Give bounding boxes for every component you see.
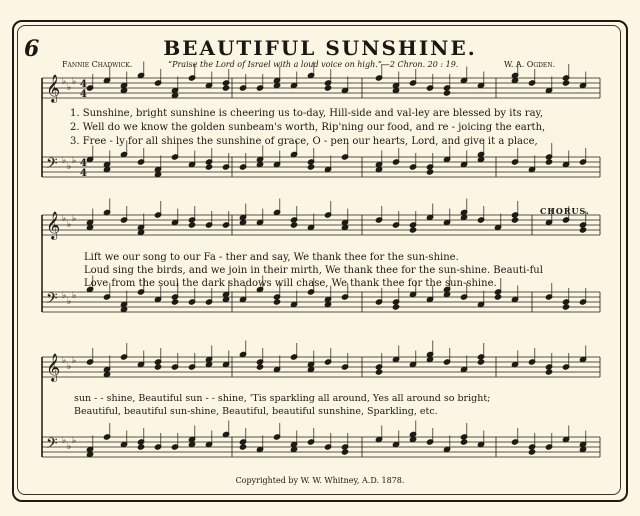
note-head [409,227,416,233]
note-head [562,80,569,86]
scripture-epigraph: “Praise the Lord of Israel with a loud voice on high.”—2 Chron. 20 : 19. [168,60,459,69]
note-head [239,444,246,450]
time-signature-bottom: 4 [80,89,87,100]
note-head [154,364,161,370]
note-head [375,369,382,375]
note-head [137,444,144,450]
flat-sign: ♭ [72,436,77,446]
note-head [443,90,450,96]
note-head [460,439,467,445]
flat-sign: ♭ [67,83,72,93]
flat-sign: ♭ [72,77,77,87]
note-head [290,222,297,228]
chorus-label: CHORUS. [540,206,590,216]
note-head [545,159,552,165]
chorus-line-2: Beautiful, beautiful sun-shine, Beautiful, beautiful sunshine, Sparkling, etc. [74,406,438,417]
note-head [511,217,518,223]
page-number: 6 [24,36,40,62]
note-head [273,299,280,305]
treble-clef: 𝄞 [46,353,61,381]
verse-line-1: 1. Sunshine, bright sunshine is cheering us to-day, Hill-side and val-ley are blessed by its ray, [70,108,544,119]
flat-sign: ♭ [62,156,67,166]
composer-credit: W. A. Ogden. [504,60,556,69]
flat-sign: ♭ [72,214,77,224]
bass-clef: 𝄢 [46,290,58,311]
note-head [579,227,586,233]
lyricist-credit: Fannie Chadwick. [62,60,133,69]
verse-line-2: 2. Well do we know the golden sunbeam's worth, Rip'ning our food, and re - joicing the earth, [70,122,546,133]
refrain-line-1: Lift we our song to our Fa - ther and say, We thank thee for the sun-shine. [84,252,459,263]
note-head [562,304,569,310]
flat-sign: ♭ [62,436,67,446]
bass-clef: 𝄢 [46,435,58,456]
note-head [307,164,314,170]
note-head [256,364,263,370]
flat-sign: ♭ [62,356,67,366]
note-head [324,85,331,91]
refrain-line-3: Love from the soul the dark shadows will chase, We thank thee for the sun-shine. [84,278,497,289]
note-head [188,222,195,228]
time-signature-top: 4 [80,158,87,169]
time-signature-bottom: 4 [80,168,87,179]
flat-sign: ♭ [72,356,77,366]
note-head [341,449,348,455]
time-signature-top: 4 [80,79,87,90]
flat-sign: ♭ [67,362,72,372]
note-head [392,304,399,310]
flat-sign: ♭ [62,291,67,301]
note-head [545,369,552,375]
note-head [426,169,433,175]
verse-line-3: 3. Free - ly for all shines the sunshine of grace, O - pen our hearts, Lord, and give it a place, [70,136,538,147]
treble-clef: 𝄞 [46,74,61,102]
flat-sign: ♭ [67,442,72,452]
hymn-title: BEAUTIFUL SUNSHINE. [163,36,477,60]
flat-sign: ♭ [72,156,77,166]
note-head [528,449,535,455]
flat-sign: ♭ [67,220,72,230]
bass-clef: 𝄢 [46,155,58,176]
copyright-notice: Copyrighted by W. W. Whitney, A.D. 1878. [235,476,405,485]
flat-sign: ♭ [67,297,72,307]
note-head [222,85,229,91]
treble-clef: 𝄞 [46,211,61,239]
flat-sign: ♭ [67,162,72,172]
note-head [494,294,501,300]
flat-sign: ♭ [62,77,67,87]
note-head [205,164,212,170]
chorus-line-1: sun - - shine, Beautiful sun - - shine, 'Tis sparkling all around, Yes all around so bright; [74,393,491,404]
flat-sign: ♭ [72,291,77,301]
note-head [477,359,484,365]
flat-sign: ♭ [62,214,67,224]
refrain-line-2: Loud sing the birds, and we join in their mirth, We thank thee for the sun-shine. Beauti-ful [84,265,543,276]
note-head [171,299,178,305]
